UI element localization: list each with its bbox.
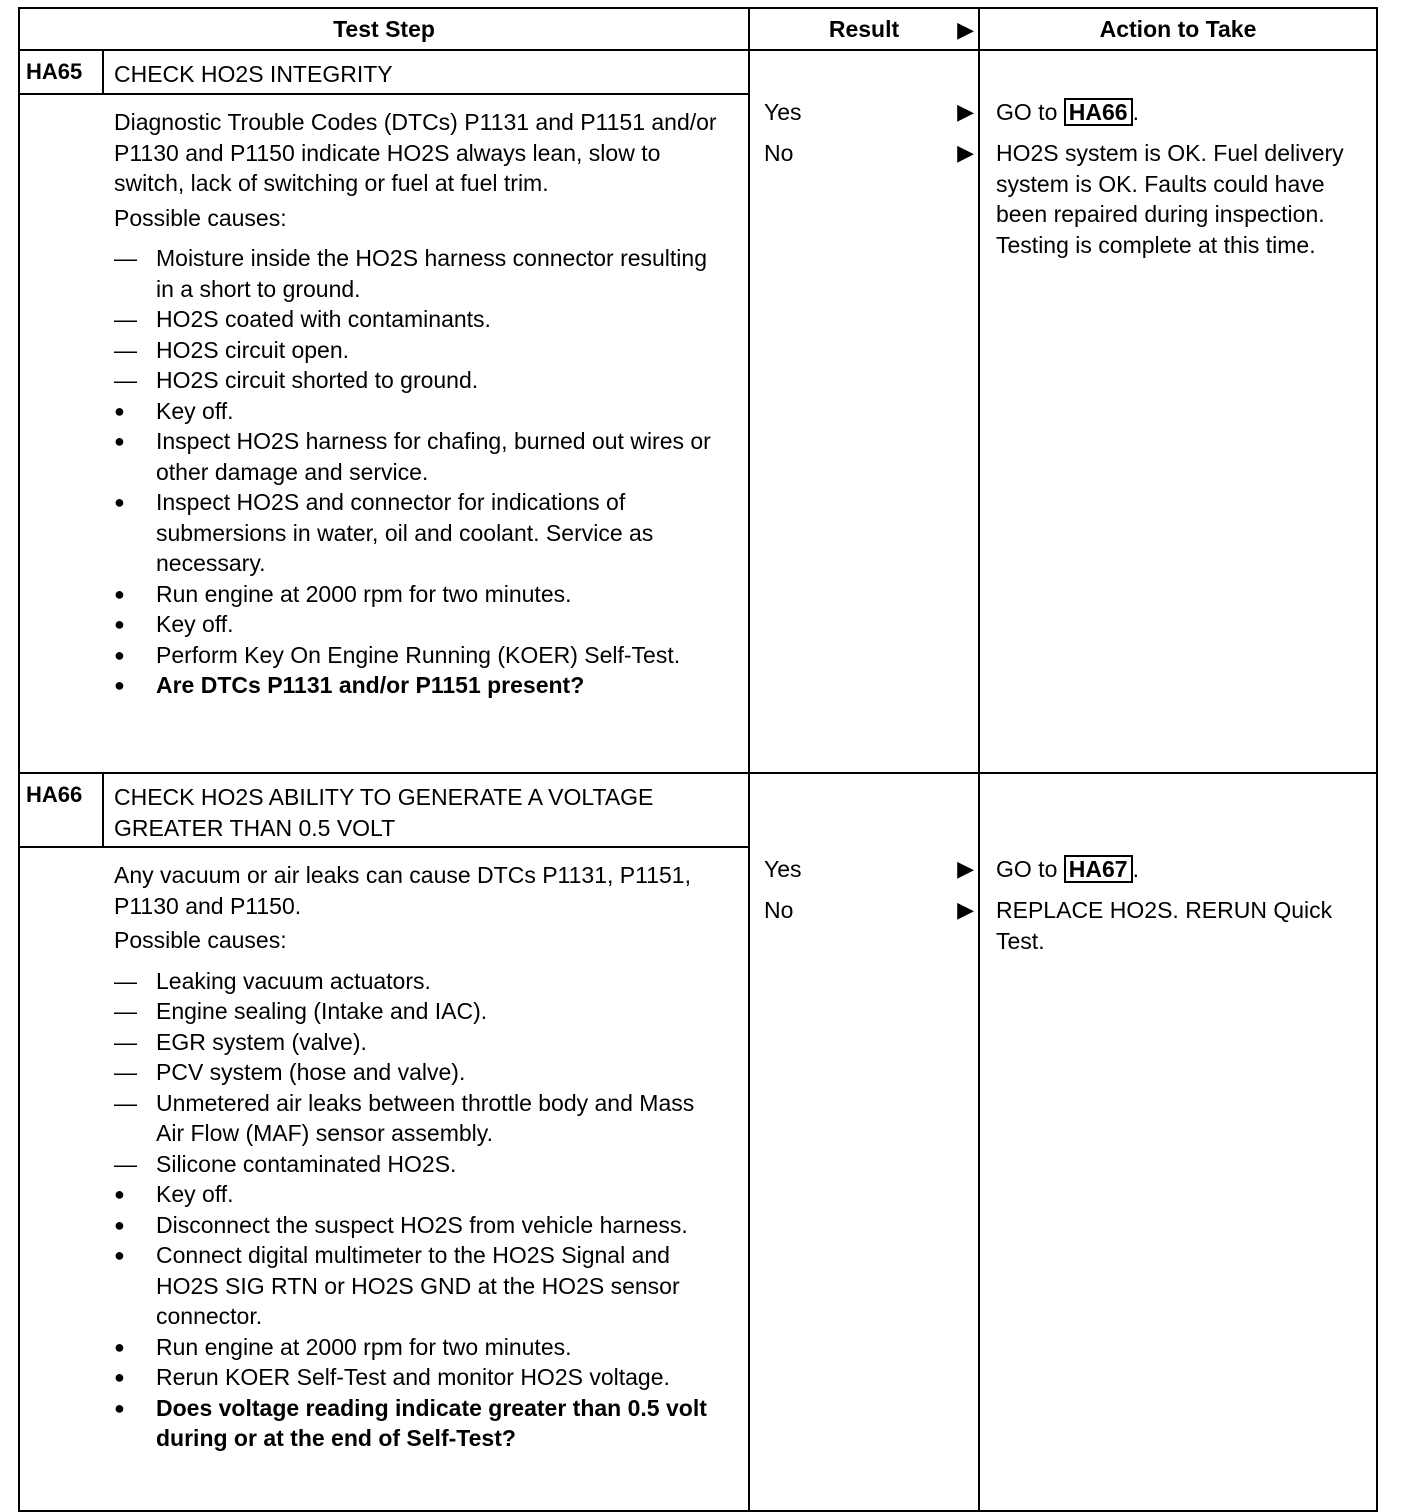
action-item: ● Key off.	[114, 609, 718, 640]
right-arrow-icon: ▶	[957, 897, 975, 922]
dash-icon: —	[114, 998, 137, 1024]
step-title-row	[19, 773, 1377, 847]
cause-item: — Silicone contaminated HO2S.	[114, 1149, 718, 1180]
dash-icon: —	[114, 245, 137, 271]
causes-label: Possible causes:	[114, 927, 287, 953]
action-yes-prefix: GO to	[996, 99, 1058, 125]
action-yes-suffix: .	[1132, 99, 1139, 125]
right-arrow-icon: ▶	[957, 140, 975, 165]
result-yes	[750, 97, 978, 138]
action-cell	[979, 50, 1377, 773]
step-title: CHECK HO2S ABILITY TO GENERATE A VOLTAGE GREATER THAN 0.5 VOLT	[103, 773, 749, 847]
bullet-icon: ●	[114, 431, 125, 451]
bullet-icon: ●	[114, 583, 125, 604]
action-item: ● Rerun KOER Self-Test and monitor HO2S voltage.	[114, 1362, 718, 1393]
action-no: REPLACE HO2S. RERUN Quick Test.	[996, 897, 1333, 954]
action-item: ● Run engine at 2000 rpm for two minutes.	[114, 579, 718, 610]
dash-icon: —	[114, 367, 137, 393]
header-test-step: Test Step	[19, 8, 749, 50]
bullet-icon: ●	[114, 1184, 125, 1204]
bullet-icon: ●	[114, 1214, 125, 1235]
action-yes	[996, 97, 1364, 138]
bullet-icon: ●	[114, 644, 125, 665]
bullet-icon: ●	[114, 1397, 125, 1418]
header-result-label: Result	[828, 15, 900, 42]
bullet-icon: ●	[114, 675, 125, 695]
bullet-icon: ●	[114, 1367, 125, 1387]
action-item: ● Perform Key On Engine Running (KOER) Self-Test.	[114, 640, 718, 671]
bullet-icon: ●	[114, 400, 125, 421]
goto-step-ref[interactable]: HA66	[1064, 98, 1133, 126]
goto-step-ref[interactable]: HA67	[1064, 855, 1133, 883]
action-item: ● Key off.	[114, 396, 718, 427]
step-title: CHECK HO2S INTEGRITY	[103, 50, 749, 94]
cause-item: — HO2S coated with contaminants.	[114, 304, 718, 335]
result-no-label: No	[764, 897, 794, 923]
action-item: ● Connect digital multimeter to the HO2S Signal and HO2S SIG RTN or HO2S GND at the HO2S sensor connector.	[114, 1242, 680, 1329]
table-header-row	[19, 8, 1377, 50]
step-content	[19, 94, 749, 773]
causes-label: Possible causes:	[114, 204, 287, 231]
step-id: HA66	[19, 773, 103, 847]
action-item: ● Disconnect the suspect HO2S from vehicle harness.	[114, 1210, 718, 1241]
dash-icon: —	[114, 1059, 137, 1085]
dash-icon: —	[114, 306, 137, 332]
result-no	[750, 138, 978, 179]
action-yes-suffix: .	[1132, 856, 1139, 882]
step-question: ● Are DTCs P1131 and/or P1151 present?	[114, 670, 718, 701]
dash-icon: —	[114, 967, 137, 994]
action-item: ● Run engine at 2000 rpm for two minutes.	[114, 1332, 718, 1363]
action-no: HO2S system is OK. Fuel delivery system is OK. Faults could have been repaired during inspection. Testing is complete at this time.	[996, 140, 1344, 258]
result-cell	[749, 50, 979, 773]
step-content	[19, 847, 749, 1511]
header-result	[749, 8, 979, 50]
result-yes-label: Yes	[764, 99, 802, 125]
bullet-icon: ●	[114, 492, 125, 512]
step-intro: Any vacuum or air leaks can cause DTCs P1131, P1151, P1130 and P1150.	[114, 862, 691, 919]
result-yes-label: Yes	[764, 856, 802, 882]
header-action: Action to Take	[979, 8, 1377, 50]
action-yes	[996, 854, 1364, 895]
right-arrow-icon: ▶	[957, 99, 975, 124]
cause-item: — HO2S circuit shorted to ground.	[114, 365, 718, 396]
right-arrow-icon: ▶	[957, 17, 975, 42]
step-question: ● Does voltage reading indicate greater than 0.5 volt during or at the end of Self-Test?	[114, 1394, 707, 1451]
dash-icon: —	[114, 336, 137, 363]
action-item: ● Inspect HO2S and connector for indications of submersions in water, oil and coolant. Service as necessary.	[114, 489, 654, 576]
dash-icon: —	[114, 1150, 137, 1177]
action-yes-prefix: GO to	[996, 856, 1058, 882]
cause-item: — Leaking vacuum actuators.	[114, 966, 718, 997]
dash-icon: —	[114, 1028, 137, 1055]
right-arrow-icon: ▶	[957, 856, 975, 881]
step-title-row	[19, 50, 1377, 94]
result-no	[750, 895, 978, 936]
cause-item: — Engine sealing (Intake and IAC).	[114, 996, 718, 1027]
cause-item: — PCV system (hose and valve).	[114, 1057, 718, 1088]
step-intro: Diagnostic Trouble Codes (DTCs) P1131 and P1151 and/or P1130 and P1150 indicate HO2S always lean, slow to switch, lack of switching or fuel at fuel trim.	[114, 109, 717, 196]
cause-item: — Unmetered air leaks between throttle body and Mass Air Flow (MAF) sensor assembly.	[114, 1089, 695, 1146]
cause-item: — EGR system (valve).	[114, 1027, 718, 1058]
action-item: ● Key off.	[114, 1179, 718, 1210]
result-no-label: No	[764, 140, 794, 166]
cause-item: — HO2S circuit open.	[114, 335, 718, 366]
action-item: ● Inspect HO2S harness for chafing, burned out wires or other damage and service.	[114, 428, 711, 485]
bullet-icon: ●	[114, 614, 125, 634]
bullet-icon: ●	[114, 1245, 125, 1265]
diagnostic-table	[18, 7, 1378, 1512]
cause-item: — Moisture inside the HO2S harness connector resulting in a short to ground.	[114, 245, 708, 302]
result-yes	[750, 854, 978, 895]
result-cell	[749, 773, 979, 1511]
dash-icon: —	[114, 1089, 137, 1116]
step-id: HA65	[19, 50, 103, 94]
action-cell	[979, 773, 1377, 1511]
bullet-icon: ●	[114, 1336, 125, 1357]
